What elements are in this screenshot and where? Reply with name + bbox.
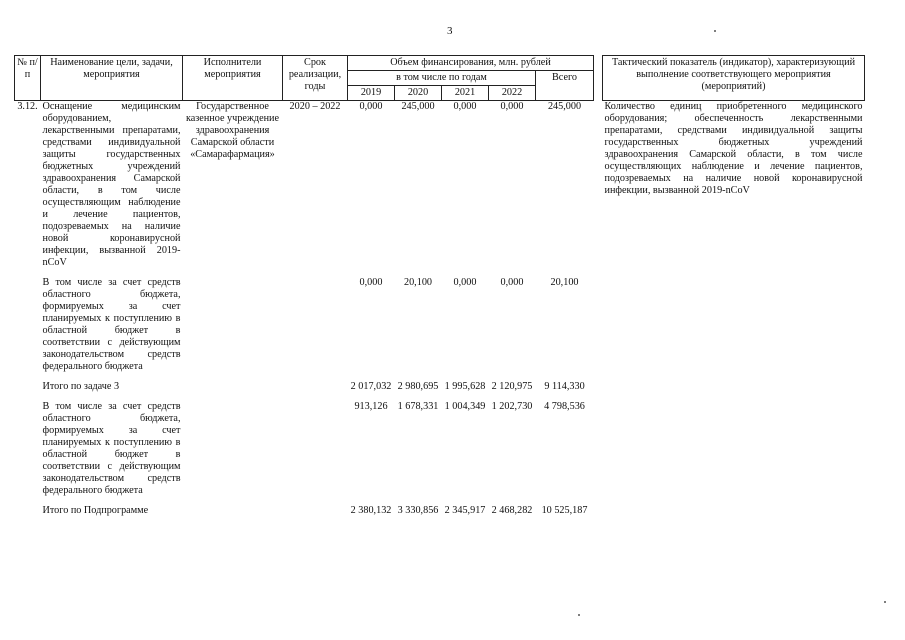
header-year: 2019 <box>348 86 395 101</box>
row-value-2022: 1 202,730 <box>491 401 533 412</box>
row-indicator <box>603 277 865 373</box>
table-row <box>15 401 865 497</box>
header-funding: Объем финансирования, млн. рублей <box>348 56 594 71</box>
row-number: 3.12. <box>17 101 38 112</box>
header-term: Срок реализации, годы <box>283 56 348 101</box>
row-name: В том числе за счет средств областного бюджета, формируемых за счет планируемых к поступлению в областной бюджет в соответствии с действующим законодательством средств федерального бюджета <box>42 401 181 496</box>
row-value-2022: 2 468,282 <box>491 505 533 516</box>
row-value-2021: 1 995,628 <box>444 381 486 392</box>
table-row <box>15 381 865 393</box>
row-indicator <box>603 401 865 497</box>
table-row <box>15 505 865 517</box>
row-number <box>15 277 41 373</box>
header-name: Наименование цели, задачи, мероприятия <box>41 56 183 101</box>
row-value-2020: 3 330,856 <box>397 505 439 516</box>
row-indicator <box>603 505 865 517</box>
row-value-2020: 245,000 <box>401 101 435 112</box>
row-total: 245,000 <box>547 101 582 112</box>
header-by-years: в том числе по годам <box>348 71 536 86</box>
row-executor: Государственное казенное учреждение здравоохранения Самарской области «Самарафармация» <box>185 101 280 160</box>
row-value-2022: 2 120,975 <box>491 381 533 392</box>
row-name: Итого по задаче 3 <box>42 381 120 392</box>
row-executor <box>183 401 283 497</box>
row-term <box>283 505 348 517</box>
row-executor <box>183 277 283 373</box>
table-row <box>15 277 865 373</box>
row-value-2021: 2 345,917 <box>444 505 486 516</box>
header-year: 2020 <box>395 86 442 101</box>
header-year: 2021 <box>442 86 489 101</box>
page-number: 3 <box>447 25 453 37</box>
header-year: 2022 <box>489 86 536 101</box>
row-term <box>283 401 348 497</box>
row-name: Оснащение медицинским оборудованием, лекарственными препаратами, средствами индивидуальной защиты государственных бюджетных учреждений здравоохранения Самарской области, в том числе осуществляющим наблюдение и лечение пациентов, подозреваемых на наличие новой коронавирусной инфекции, вызванной 2019-nCoV <box>42 101 181 268</box>
row-name: Итого по Подпрограмме <box>42 505 149 516</box>
row-value-2022: 0,000 <box>500 101 524 112</box>
row-number <box>15 401 41 497</box>
row-value-2019: 0,000 <box>359 277 383 288</box>
row-value-2019: 2 380,132 <box>350 505 392 516</box>
scan-speck <box>578 614 580 616</box>
row-value-2021: 0,000 <box>453 277 477 288</box>
table-row <box>15 101 865 270</box>
scan-speck <box>714 30 716 32</box>
row-term: 2020 – 2022 <box>289 101 341 112</box>
row-term <box>283 277 348 373</box>
row-value-2020: 20,100 <box>403 277 432 288</box>
row-total: 20,100 <box>550 277 579 288</box>
row-total: 9 114,330 <box>544 381 585 392</box>
header-indicator: Тактический показатель (индикатор), характеризующий выполнение соответствующего мероприятия (мероприятий) <box>603 56 865 101</box>
header-num: № п/п <box>15 56 41 101</box>
row-indicator: Количество единиц приобретенного медицинского оборудования; обеспеченность лекарственными препаратами, средствами индивидуальной защиты государственных бюджетных учреждений здравоохранения Самарской области, в том числе осуществляющих наблюдение и лечение пациентов, подозреваемых на наличие новой коронавирусной инфекции, вызванной 2019-nCoV <box>604 101 863 196</box>
row-number <box>15 381 41 393</box>
row-value-2022: 0,000 <box>500 277 524 288</box>
row-value-2019: 2 017,032 <box>350 381 392 392</box>
row-total: 10 525,187 <box>541 505 588 516</box>
row-value-2019: 0,000 <box>359 101 383 112</box>
row-term <box>283 381 348 393</box>
row-value-2020: 2 980,695 <box>397 381 439 392</box>
row-total: 4 798,536 <box>544 401 585 412</box>
row-number <box>15 505 41 517</box>
row-name: В том числе за счет средств областного бюджета, формируемых за счет планируемых к поступлению в областной бюджет в соответствии с действующим законодательством средств федерального бюджета <box>42 277 181 372</box>
row-indicator <box>603 381 865 393</box>
header-executors: Исполнители мероприятия <box>183 56 283 101</box>
scan-speck <box>884 601 886 603</box>
row-value-2020: 1 678,331 <box>397 401 439 412</box>
row-value-2019: 913,126 <box>354 401 388 412</box>
row-executor <box>183 381 283 393</box>
row-executor <box>183 505 283 517</box>
header-total: Всего <box>536 71 594 101</box>
row-value-2021: 1 004,349 <box>444 401 486 412</box>
funding-table <box>14 55 865 517</box>
row-value-2021: 0,000 <box>453 101 477 112</box>
